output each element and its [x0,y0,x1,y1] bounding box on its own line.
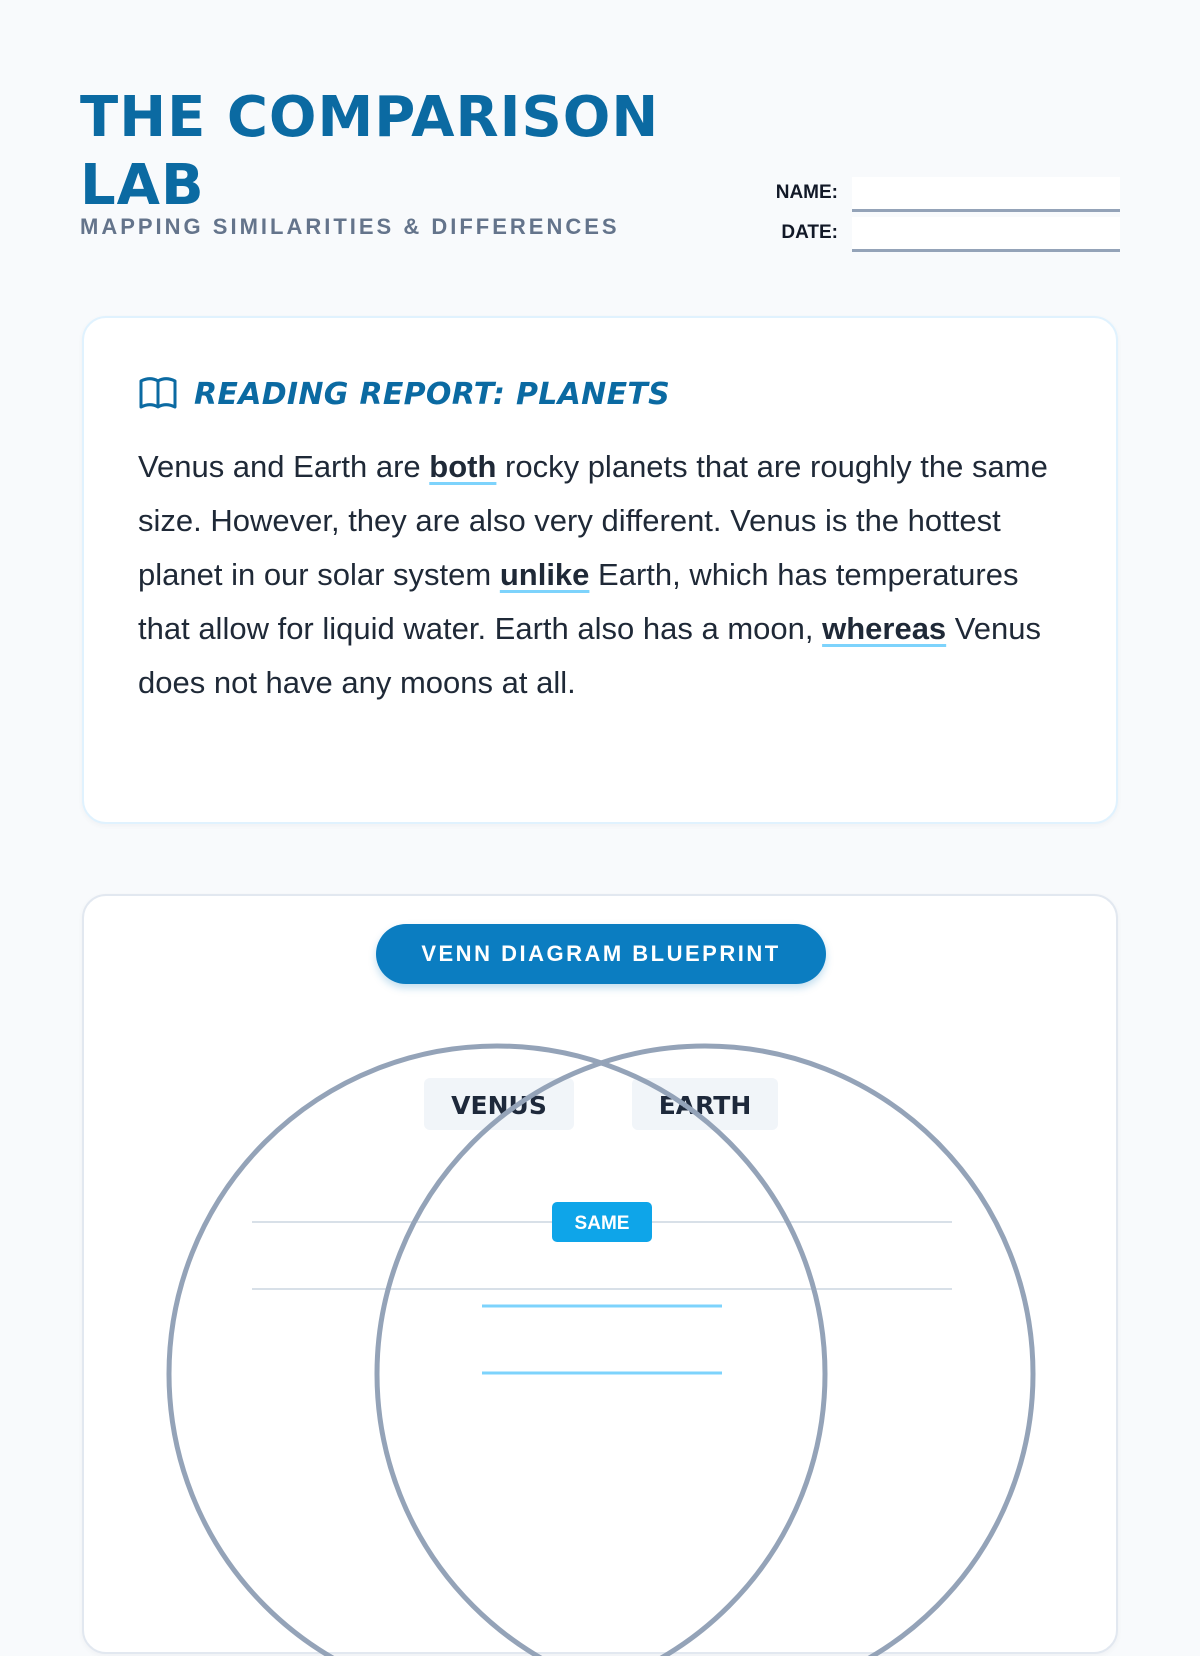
passage-text: Earth, which has temperatures that allow for liquid water. Earth also has a moon, [138,557,1019,646]
passage-text: rocky planets that are roughly the same size. However, they are also very different. Venus is the hottest planet in our solar system [138,449,1048,592]
worksheet-header [80,84,1120,254]
date-label: DATE: [781,222,838,243]
passage-text: Venus and Earth are [138,449,430,484]
date-input-line[interactable] [852,217,1120,252]
reading-report-title: READING REPORT: PLANETS [194,376,671,412]
same-badge-label: SAME [574,1213,630,1234]
venus-circle [169,1046,825,1656]
reading-report-card [82,316,1118,824]
page-subtitle: MAPPING SIMILARITIES & DIFFERENCES [80,214,620,239]
venn-diagram [84,896,1120,1656]
reading-passage [138,440,1078,710]
keyword-both: both [429,449,497,484]
name-field [760,172,1120,212]
earth-label: EARTH [658,1091,752,1120]
name-input-line[interactable] [852,177,1120,212]
date-field [760,212,1120,252]
venus-label: VENUS [451,1091,547,1120]
keyword-whereas: whereas [822,611,947,646]
venn-diagram-card [82,894,1118,1654]
book-open-icon [138,376,178,412]
reading-report-header [138,376,670,412]
venn-diagram-title: VENN DIAGRAM BLUEPRINT [376,924,826,984]
name-label: NAME: [775,182,838,203]
earth-circle [377,1046,1033,1656]
page-title: THE COMPARISON LAB [80,85,660,218]
keyword-unlike: unlike [499,557,590,592]
student-fields [760,172,1120,252]
passage-text: Venus does not have any moons at all. [138,611,1041,700]
